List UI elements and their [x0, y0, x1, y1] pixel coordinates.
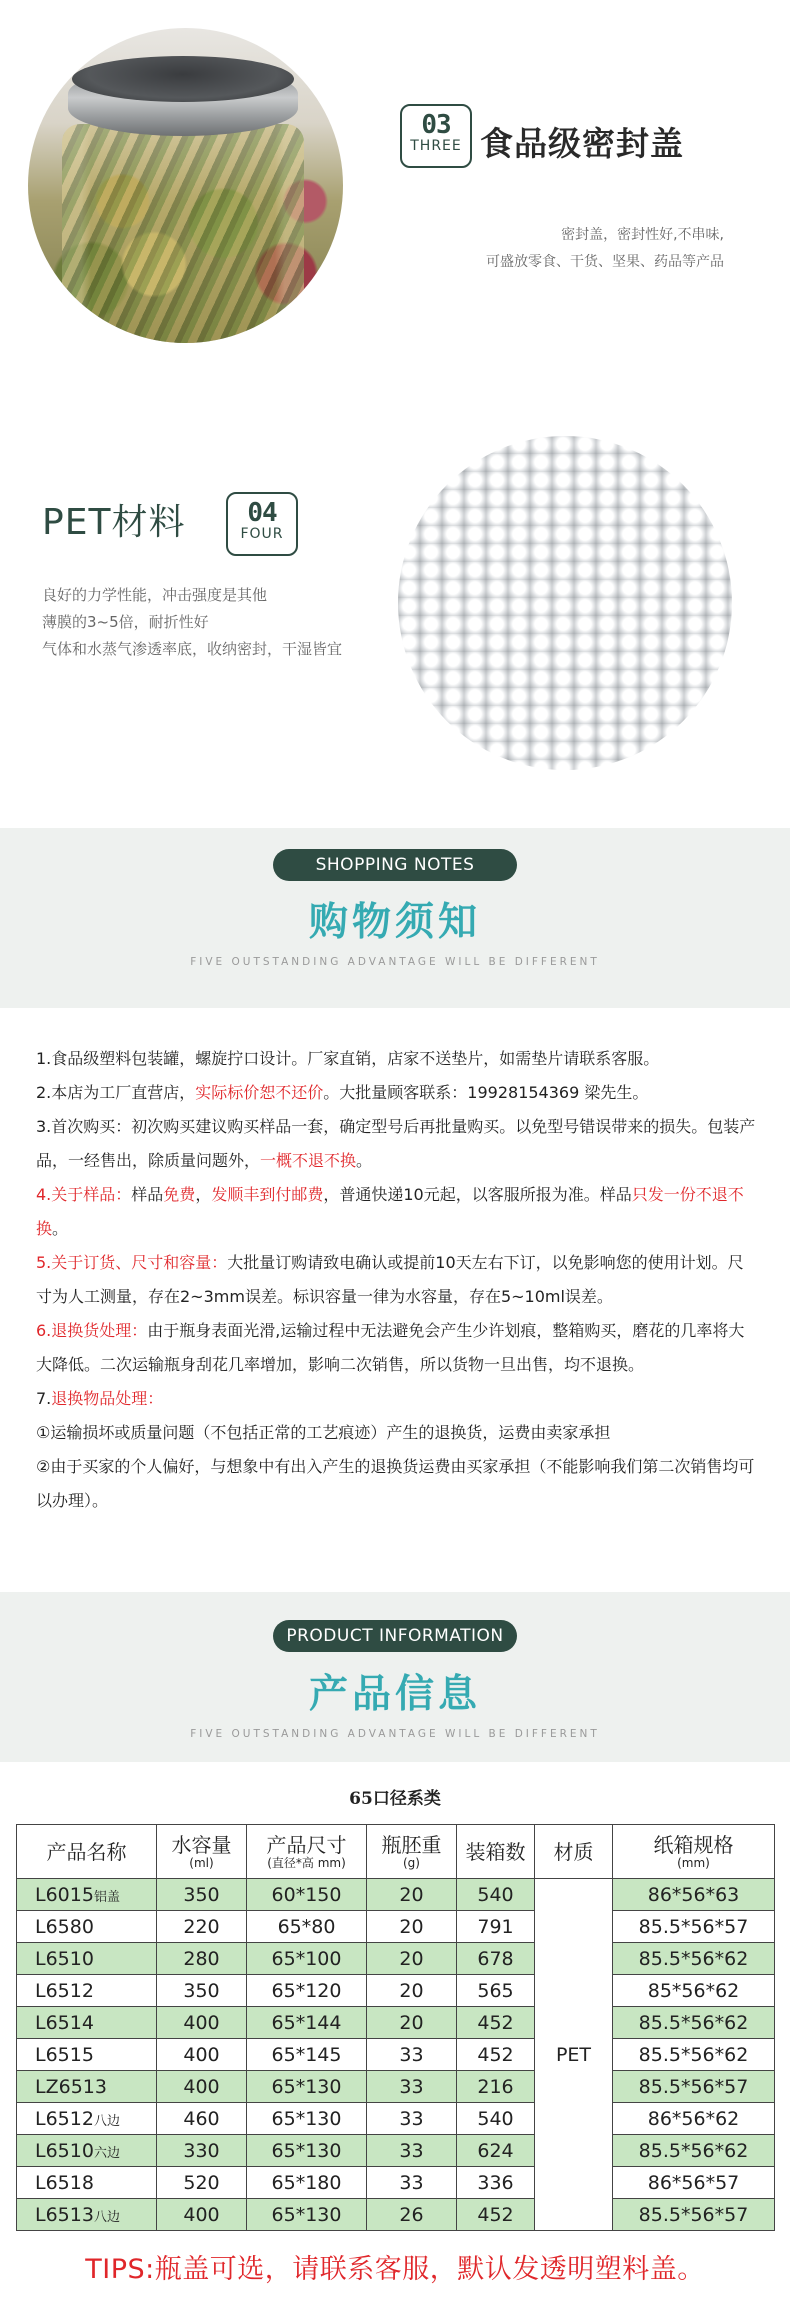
cell-preform-weight: [367, 2039, 457, 2071]
badge-word: FOUR: [240, 526, 284, 542]
cell-value: 85.5*56*62: [638, 2011, 749, 2034]
cell-value: 336: [477, 2171, 514, 2194]
cell-value: 26: [399, 2203, 424, 2226]
shopping-notes: [36, 1042, 758, 1518]
cell-box-count: [457, 2135, 535, 2167]
cell-preform-weight: [367, 2167, 457, 2199]
cell-value: 20: [399, 1947, 424, 1970]
cell-value: 65*130: [271, 2139, 342, 2162]
cell-box-count: [457, 2199, 535, 2231]
cell-water-capacity: [157, 2071, 247, 2103]
note-text: 。大批量顾客联系：19928154369 梁先生。: [323, 1083, 649, 1102]
cell-preform-weight: [367, 1975, 457, 2007]
feature-description: [486, 222, 724, 276]
spec-table: [16, 1824, 775, 2231]
note-3: [36, 1110, 758, 1178]
note-highlight: 6.退换货处理：: [36, 1321, 148, 1340]
jar-body-image: [62, 124, 304, 343]
cell-carton-size: [613, 1943, 775, 1975]
cell-value: 540: [477, 2107, 514, 2130]
cell-size: [247, 2071, 367, 2103]
cell-water-capacity: [157, 1943, 247, 1975]
cell-carton-size: [613, 2199, 775, 2231]
note-4: [36, 1178, 758, 1246]
cell-water-capacity: [157, 1975, 247, 2007]
header-unit: (ml): [189, 1855, 214, 1870]
product-code: L6518: [35, 2171, 94, 2194]
description-line: 气体和水蒸气渗透率底，收纳密封，干湿皆宜: [42, 640, 343, 658]
cell-box-count: [457, 2167, 535, 2199]
cell-box-count: [457, 2071, 535, 2103]
cell-value: 540: [477, 1883, 514, 1906]
cell-value: 85.5*56*57: [638, 2203, 749, 2226]
cell-value: 33: [399, 2139, 424, 2162]
cell-value: 86*56*62: [647, 2107, 740, 2130]
cell-carton-size: [613, 2007, 775, 2039]
cell-product-name: [17, 2103, 157, 2135]
note-text: 由于瓶身表面光滑,运输过程中无法避免会产生少许划痕，整箱购买，磨花的几率将大大降低。二次运输瓶身刮花几率增加，影响二次销售，所以货物一旦出售，均不退换。: [36, 1321, 745, 1374]
cell-size: [247, 1911, 367, 1943]
cell-value: 33: [399, 2075, 424, 2098]
table-row: [17, 2007, 775, 2039]
note-6: [36, 1314, 758, 1382]
cell-product-name: [17, 1975, 157, 2007]
cell-value: 20: [399, 1883, 424, 1906]
cell-carton-size: [613, 2135, 775, 2167]
badge-03: [400, 104, 472, 168]
cell-box-count: [457, 1879, 535, 1911]
product-variant: 六边: [93, 2145, 120, 2161]
cell-value: 86*56*57: [647, 2171, 740, 2194]
cell-box-count: [457, 1975, 535, 2007]
table-row: [17, 2167, 775, 2199]
note-text: 大批量订购请致电确认或提前10天左右下订，以免影响您的使用计划。尺寸为人工测量，存在2~3mm误差。标识容量一律为水容量，存在5~10ml误差。: [36, 1253, 744, 1306]
description-line: 密封盖，密封性好,不串味,: [561, 227, 724, 243]
pet-pellets-photo: [398, 436, 732, 770]
tips-note: TIPS:瓶盖可选，请联系客服，默认发透明塑料盖。: [85, 2254, 705, 2285]
cell-size: [247, 1975, 367, 2007]
cell-preform-weight: [367, 2071, 457, 2103]
description-line: 良好的力学性能，冲击强度是其他: [42, 586, 268, 604]
product-code: L6513: [35, 2203, 94, 2226]
cell-carton-size: [613, 2103, 775, 2135]
header-box-count: [457, 1825, 535, 1879]
product-variant: 八边: [93, 2209, 120, 2225]
note-text: 2.本店为工厂直营店，: [36, 1083, 196, 1102]
cell-value: 452: [477, 2011, 514, 2034]
header-size: [247, 1825, 367, 1879]
cell-carton-size: [613, 1911, 775, 1943]
header-label: 材质: [553, 1839, 594, 1864]
cell-preform-weight: [367, 1911, 457, 1943]
cell-water-capacity: [157, 2135, 247, 2167]
cell-value: 400: [183, 2075, 220, 2098]
note-text: 1.食品级塑料包装罐，螺旋拧口设计。厂家直销，店家不送垫片，如需垫片请联系客服。: [36, 1049, 660, 1068]
header-unit: (g): [403, 1855, 420, 1870]
cell-value: 65*145: [271, 2043, 342, 2066]
note-highlight: 免费: [163, 1185, 196, 1204]
note-highlight: 4.关于样品：: [36, 1185, 132, 1204]
cell-size: [247, 2007, 367, 2039]
table-row: [17, 1911, 775, 1943]
feature-description: [42, 582, 342, 663]
cell-value: 520: [183, 2171, 220, 2194]
header-label: 产品尺寸: [266, 1832, 347, 1857]
header-label: 瓶胚重: [381, 1832, 442, 1857]
note-text: ，: [195, 1185, 212, 1204]
cell-product-name: [17, 1943, 157, 1975]
cell-value: 85.5*56*62: [638, 2043, 749, 2066]
cell-carton-size: [613, 2071, 775, 2103]
note-1: [36, 1042, 758, 1076]
note-text: ，普通快递10元起，以客服所报为准。样品: [323, 1185, 632, 1204]
cell-product-name: [17, 2039, 157, 2071]
cell-water-capacity: [157, 1911, 247, 1943]
note-highlight: 只发一份不退不换: [36, 1185, 744, 1238]
table-row: [17, 2135, 775, 2167]
cell-value: 400: [183, 2203, 220, 2226]
cell-box-count: [457, 1943, 535, 1975]
cell-carton-size: [613, 2167, 775, 2199]
cell-value: 624: [477, 2139, 514, 2162]
cell-value: 220: [183, 1915, 220, 1938]
cell-box-count: [457, 2103, 535, 2135]
section-subtitle: FIVE OUTSTANDING ADVANTAGE WILL BE DIFFERENT: [190, 1728, 600, 1740]
note-highlight: 发顺丰到付邮费: [211, 1185, 324, 1204]
badge-04: [226, 492, 298, 556]
cell-carton-size: [613, 2039, 775, 2071]
cell-product-name: [17, 2199, 157, 2231]
product-code: L6580: [35, 1915, 94, 1938]
cell-value: 20: [399, 1915, 424, 1938]
product-code: LZ6513: [35, 2075, 107, 2098]
cell-value: 350: [183, 1979, 220, 2002]
section-subtitle: FIVE OUTSTANDING ADVANTAGE WILL BE DIFFERENT: [190, 956, 600, 968]
cell-water-capacity: [157, 2039, 247, 2071]
cell-water-capacity: [157, 2167, 247, 2199]
note-9: [36, 1450, 758, 1518]
cell-preform-weight: [367, 1943, 457, 1975]
cell-value: 85.5*56*57: [638, 1915, 749, 1938]
table-row: [17, 1975, 775, 2007]
cell-value: 678: [477, 1947, 514, 1970]
cell-box-count: [457, 2039, 535, 2071]
table-row: [17, 2071, 775, 2103]
header-label: 纸箱规格: [653, 1832, 734, 1857]
product-code: L6015: [35, 1883, 94, 1906]
note-highlight: 一概不退不换: [260, 1151, 357, 1170]
cell-value: 400: [183, 2043, 220, 2066]
cell-value: 65*130: [271, 2107, 342, 2130]
badge-number: 04: [247, 498, 277, 528]
cell-material: [535, 1879, 613, 2231]
header-unit: (直径*高 mm): [267, 1855, 346, 1870]
cell-value: 20: [399, 1979, 424, 2002]
badge-number: 03: [421, 110, 451, 140]
note-5: [36, 1246, 758, 1314]
cell-value: 33: [399, 2171, 424, 2194]
cell-value: 65*100: [271, 1947, 342, 1970]
cell-value: 65*130: [271, 2075, 342, 2098]
table-row: [17, 1943, 775, 1975]
table-row: [17, 2103, 775, 2135]
cell-value: 86*56*63: [647, 1883, 740, 1906]
note-text: ①运输损坏或质量问题（不包括正常的工艺痕迹）产生的退换货，运费由卖家承担: [36, 1423, 611, 1442]
header-preform: [367, 1825, 457, 1879]
jar-photo: [28, 28, 343, 343]
note-7: [36, 1382, 758, 1416]
feature-title: 食品级密封盖: [480, 124, 684, 163]
cell-preform-weight: [367, 1879, 457, 1911]
note-highlight: 退换物品处理：: [51, 1389, 164, 1408]
product-code: L6510: [35, 2139, 94, 2162]
product-code: L6512: [35, 1979, 94, 2002]
product-code: L6515: [35, 2043, 94, 2066]
cell-carton-size: [613, 1879, 775, 1911]
table-row: [17, 1879, 775, 1911]
cell-value: 460: [183, 2107, 220, 2130]
cell-preform-weight: [367, 2199, 457, 2231]
header-label: 产品名称: [46, 1839, 127, 1864]
note-highlight: 5.关于订货、尺寸和容量：: [36, 1253, 228, 1272]
cell-box-count: [457, 2007, 535, 2039]
cell-value: 85*56*62: [647, 1979, 740, 2002]
cell-size: [247, 2199, 367, 2231]
note-text: 3.首次购买：初次购买建议购买样品一套，确定型号后再批量购买。以免型号错误带来的损失。包装产品，一经售出，除质量问题外，: [36, 1117, 756, 1170]
section-heading: 产品信息: [308, 1672, 481, 1717]
feature-title: PET材料: [42, 502, 186, 543]
note-text: ②由于买家的个人偏好，与想象中有出入产生的退换货运费由买家承担（不能影响我们第二次销售均可以办理）。: [36, 1457, 755, 1510]
cell-value: 65*80: [277, 1915, 336, 1938]
cell-size: [247, 2135, 367, 2167]
cell-carton-size: [613, 1975, 775, 2007]
table-header-row: [17, 1825, 775, 1879]
header-water: [157, 1825, 247, 1879]
cell-product-name: [17, 2071, 157, 2103]
section-pill: SHOPPING NOTES: [273, 849, 517, 881]
header-carton: [613, 1825, 775, 1879]
cell-size: [247, 1879, 367, 1911]
cell-value: 65*144: [271, 2011, 342, 2034]
cell-value: 565: [477, 1979, 514, 2002]
note-2: [36, 1076, 758, 1110]
cell-product-name: [17, 2167, 157, 2199]
product-code: L6510: [35, 1947, 94, 1970]
cell-product-name: [17, 1879, 157, 1911]
cell-product-name: [17, 2007, 157, 2039]
cell-value: 33: [399, 2107, 424, 2130]
section-pill: PRODUCT INFORMATION: [273, 1620, 517, 1652]
note-text: 7.: [36, 1389, 52, 1408]
cell-product-name: [17, 2135, 157, 2167]
note-text: 样品: [131, 1185, 164, 1204]
cell-value: 65*130: [271, 2203, 342, 2226]
cell-value: 65*120: [271, 1979, 342, 2002]
cell-value: PET: [555, 2043, 592, 2066]
header-label: 装箱数: [465, 1839, 526, 1864]
cell-value: 20: [399, 2011, 424, 2034]
cell-product-name: [17, 1911, 157, 1943]
product-code: L6512: [35, 2107, 94, 2130]
table-row: [17, 2039, 775, 2071]
cell-value: 60*150: [271, 1883, 342, 1906]
cell-value: 330: [183, 2139, 220, 2162]
note-text: 。: [52, 1219, 69, 1238]
cell-water-capacity: [157, 2199, 247, 2231]
jar-lid-top-image: [72, 56, 294, 102]
cell-preform-weight: [367, 2103, 457, 2135]
cell-value: 350: [183, 1883, 220, 1906]
header-name: [17, 1825, 157, 1879]
cell-value: 280: [183, 1947, 220, 1970]
table-row: [17, 2199, 775, 2231]
cell-value: 216: [477, 2075, 514, 2098]
product-variant: 铝盖: [93, 1889, 120, 1905]
cell-water-capacity: [157, 1879, 247, 1911]
section-heading: 购物须知: [308, 900, 481, 945]
cell-value: 65*180: [271, 2171, 342, 2194]
cell-size: [247, 2039, 367, 2071]
note-8: [36, 1416, 758, 1450]
product-code: L6514: [35, 2011, 94, 2034]
cell-size: [247, 2103, 367, 2135]
cell-value: 85.5*56*57: [638, 2075, 749, 2098]
header-material: [535, 1825, 613, 1879]
cell-size: [247, 2167, 367, 2199]
header-unit: (mm): [677, 1855, 710, 1870]
description-line: 可盛放零食、干货、坚果、药品等产品: [486, 254, 724, 270]
cell-value: 400: [183, 2011, 220, 2034]
note-text: 。: [356, 1151, 373, 1170]
badge-word: THREE: [410, 138, 462, 154]
cell-value: 452: [477, 2043, 514, 2066]
cell-value: 85.5*56*62: [638, 1947, 749, 1970]
cell-value: 33: [399, 2043, 424, 2066]
table-title: 65口径系类: [349, 1789, 441, 1809]
cell-water-capacity: [157, 2007, 247, 2039]
note-highlight: 实际标价恕不还价: [195, 1083, 324, 1102]
table-body: [17, 1879, 775, 2231]
cell-value: 791: [477, 1915, 514, 1938]
header-label: 水容量: [171, 1832, 232, 1857]
cell-box-count: [457, 1911, 535, 1943]
cell-preform-weight: [367, 2135, 457, 2167]
cell-value: 452: [477, 2203, 514, 2226]
cell-preform-weight: [367, 2007, 457, 2039]
cell-size: [247, 1943, 367, 1975]
cell-water-capacity: [157, 2103, 247, 2135]
description-line: 薄膜的3~5倍，耐折性好: [42, 613, 209, 631]
product-variant: 八边: [93, 2113, 120, 2129]
cell-value: 85.5*56*62: [638, 2139, 749, 2162]
